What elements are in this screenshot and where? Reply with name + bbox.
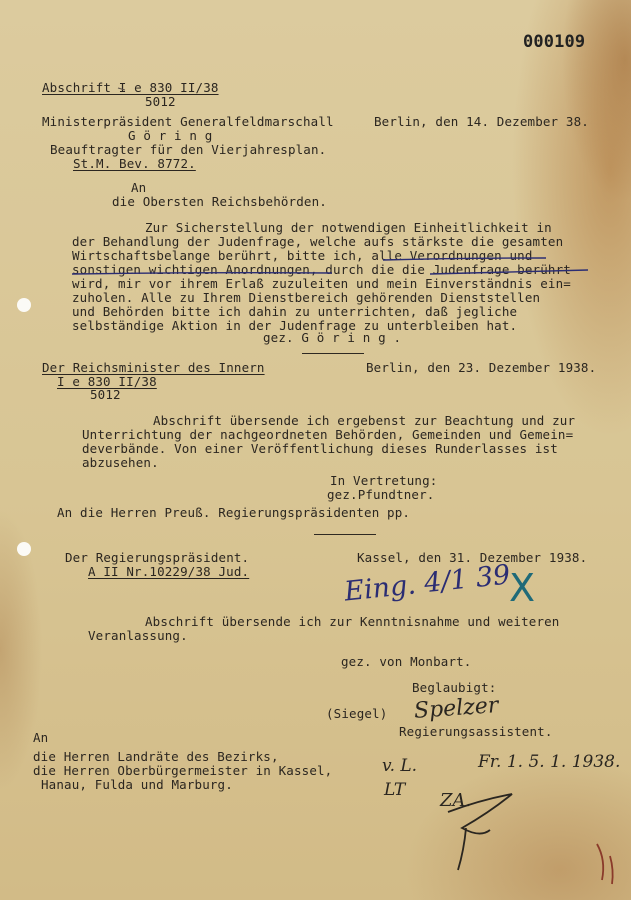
- section2-place-date: Berlin, den 23. Dezember 1938.: [366, 360, 597, 375]
- footer-an: An: [33, 730, 49, 745]
- document-number: 000109: [523, 32, 586, 52]
- footer-line: Hanau, Fulda und Marburg.: [41, 777, 233, 792]
- body-line: Wirtschaftsbelange berührt, bitte ich, alle Verordnungen und: [72, 248, 533, 263]
- body-line: selbständige Aktion in der Judenfrage zu unterbleiben hat.: [72, 318, 518, 333]
- addressee-an: An: [131, 180, 147, 195]
- section2-reference: I e 830 II/38: [57, 374, 157, 389]
- reference-number: 5012: [145, 94, 176, 109]
- addressee-name: die Obersten Reichsbehörden.: [112, 194, 327, 209]
- section2-recipients: An die Herren Preuß. Regierungspräsidenten pp.: [57, 505, 411, 520]
- section2-reference-number: 5012: [90, 387, 121, 402]
- ink-scribble: [458, 828, 466, 870]
- footer-line: die Herren Oberbürgermeister in Kassel,: [33, 763, 333, 778]
- body-line: zuholen. Alle zu Ihrem Dienstbereich gehörenden Dienststellen: [72, 290, 541, 305]
- signature-goering: gez. G ö r i n g .: [263, 330, 402, 345]
- section3-body-line: Veranlassung.: [88, 628, 188, 643]
- section2-signature-label: In Vertretung:: [330, 473, 438, 488]
- punch-hole: [17, 298, 31, 312]
- section2-body-line: deverbände. Von einer Veröffentlichung dieses Runderlasses ist: [82, 441, 558, 456]
- section2-body-line: Unterrichtung der nachgeordneten Behörden, Gemeinden und Gemein=: [82, 427, 574, 442]
- sender-title: Ministerpräsident Generalfeldmarschall: [42, 114, 334, 129]
- handwritten-note: v. L.: [382, 756, 418, 776]
- ink-underline: [383, 258, 546, 260]
- section2-body-line: abzusehen.: [82, 455, 159, 470]
- sender-reference: St.M. Bev. 8772.: [73, 156, 196, 171]
- body-line: und Behörden bitte ich dahin zu unterrichten, daß jegliche: [72, 304, 518, 319]
- ink-underline: [72, 273, 332, 274]
- handwritten-note: LT: [384, 780, 406, 800]
- section3-assistant: Regierungsassistent.: [399, 724, 553, 739]
- pencil-mark: [118, 88, 125, 90]
- section3-body-line: Abschrift übersende ich zur Kenntnisnahme und weiteren: [145, 614, 560, 629]
- handwritten-date-note: Fr. 1. 5. 1. 1938.: [478, 752, 621, 772]
- handwritten-signature: Spelzer: [413, 693, 500, 724]
- abschrift-reference: Abschrift I e 830 II/38: [42, 80, 219, 95]
- sender-name: G ö r i n g: [128, 128, 213, 143]
- section3-signature: gez. von Monbart.: [341, 654, 472, 669]
- body-line: wird, mir vor ihrem Erlaß zuzuleiten und mein Einverständnis ein=: [72, 276, 571, 291]
- section3-place-date: Kassel, den 31. Dezember 1938.: [357, 550, 588, 565]
- ink-scribble: [448, 794, 512, 834]
- footer-line: die Herren Landräte des Bezirks,: [33, 749, 279, 764]
- ink-underline: [430, 270, 588, 274]
- handwritten-cross: X: [509, 566, 536, 610]
- red-pencil-mark: [597, 844, 613, 884]
- section2-body-line: Abschrift übersende ich ergebenst zur Beachtung und zur: [153, 413, 576, 428]
- handwritten-note: ZA.: [440, 790, 472, 811]
- place-date: Berlin, den 14. Dezember 38.: [374, 114, 589, 129]
- sender-role: Beauftragter für den Vierjahresplan.: [50, 142, 327, 157]
- handwritten-receipt-note: Eing. 4/1 39: [342, 559, 512, 608]
- section2-signature: gez.Pfundtner.: [327, 487, 435, 502]
- section3-title: Der Regierungspräsident.: [65, 550, 250, 565]
- section3-reference: A II Nr.10229/38 Jud.: [88, 564, 250, 579]
- body-line: Zur Sicherstellung der notwendigen Einheitlichkeit in: [145, 220, 552, 235]
- section3-seal: (Siegel): [326, 706, 388, 721]
- section3-certified: Beglaubigt:: [412, 680, 497, 695]
- punch-hole: [17, 542, 31, 556]
- body-line: der Behandlung der Judenfrage, welche aufs stärkste die gesamten: [72, 234, 564, 249]
- section2-title: Der Reichsminister des Innern: [42, 360, 265, 375]
- body-line: sonstigen wichtigen Anordnungen, durch die die Judenfrage berührt: [72, 262, 571, 277]
